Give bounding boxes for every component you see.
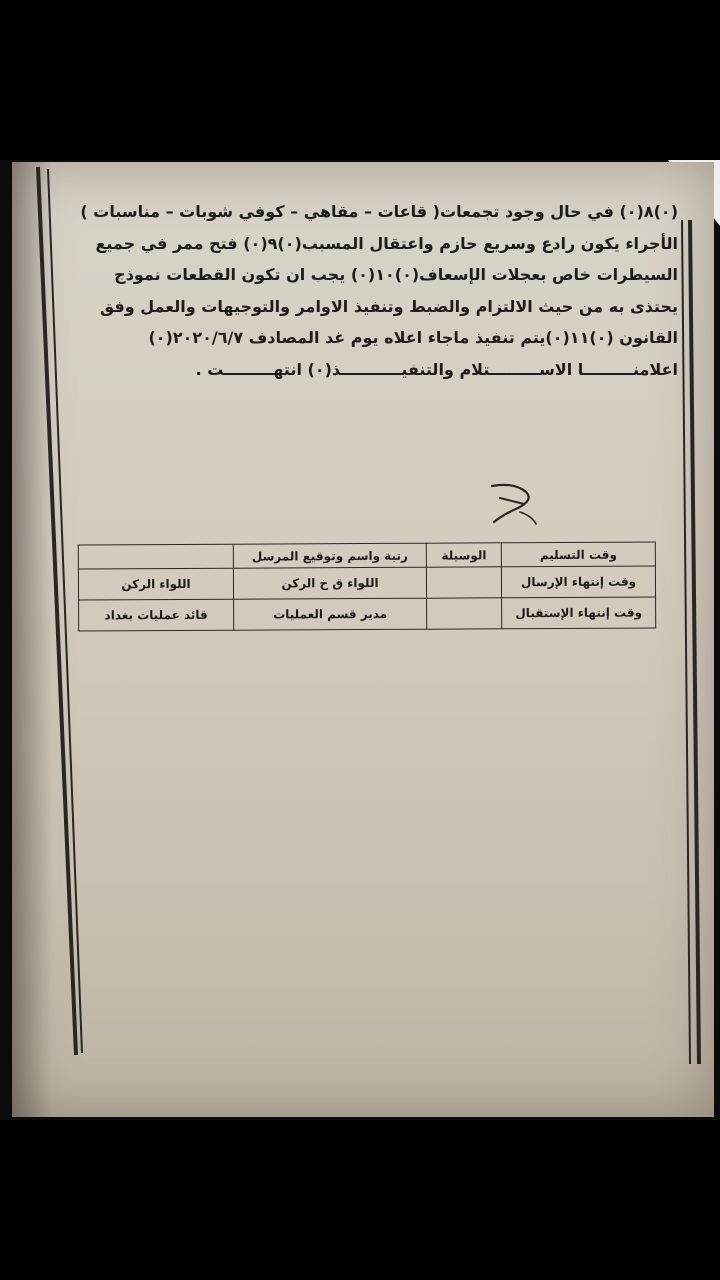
sender-rank-value: اللواء ق خ الركن <box>233 567 426 599</box>
body-line: الأجراء يكون رادع وسريع حازم واعتقال المسبب(٠)٩(٠) فتح ممر في جميع <box>95 233 678 253</box>
send-end-time-label: وقت إنتهاء الإرسال <box>502 566 656 598</box>
routing-table <box>78 543 656 630</box>
delivery-time-label: وقت التسليم <box>501 542 655 567</box>
body-line: (٠)٨(٠) في حال وجود تجمعات( قاعات – مقاهي – كوفي شوبات – مناسبات ) <box>80 202 678 221</box>
body-line: القانون (٠)١١(٠)يتم تنفيذ ماجاء اعلاه يوم غد المصادف ٢٠٢٠/٦/٧(٠) <box>148 328 678 347</box>
body-line: يحتذى به من حيث الالتزام والضبط وتنفيذ الاوامر والتوجيهات والعمل وفق <box>99 296 678 316</box>
document-body <box>60 196 678 385</box>
receiver-rank-value: اللواء الركن <box>78 568 233 600</box>
sender-rank-header: رتبة واسم وتوقيع المرسل <box>233 543 426 568</box>
receiver-cell <box>78 544 233 569</box>
body-line: اعلامنـــــــــا الاســـــــــتلام والتنفيـــــــــــذ(٠) انتهـــــــــت . <box>195 359 678 379</box>
receive-end-time-label: وقت إنتهاء الإستقبال <box>502 597 656 629</box>
table-row <box>79 597 656 631</box>
receiver-title-value: قائد عمليات بغداد <box>79 599 234 631</box>
means-cell <box>426 567 501 598</box>
table-row <box>78 566 655 600</box>
table-row <box>78 542 655 569</box>
means-cell <box>427 598 502 629</box>
body-line: السيطرات خاص بعجلات الإسعاف(٠)١٠(٠) يجب ان تكون القطعات نموذج <box>114 265 678 284</box>
handwritten-mark <box>474 478 548 534</box>
means-label: الوسيلة <box>426 543 501 567</box>
sender-title-value: مدير قسم العمليات <box>234 598 427 630</box>
right-border-line <box>676 218 704 1068</box>
